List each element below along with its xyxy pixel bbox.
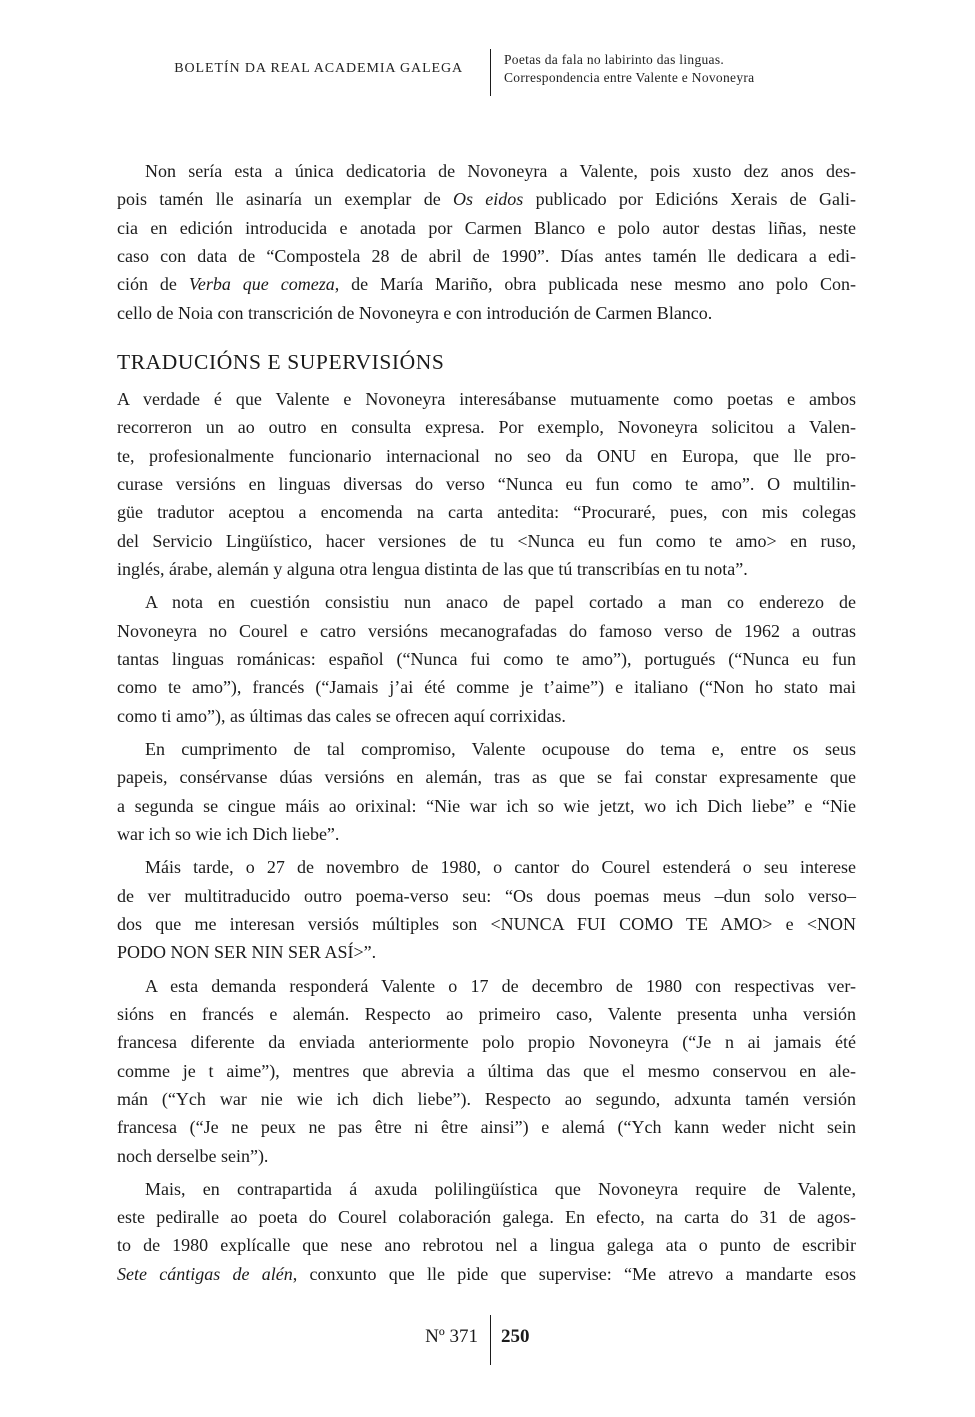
paragraph (117, 1175, 856, 1288)
text-segment: cia en edición introducida e anotada por Carmen Blanco e polo autor destas liñas, neste (117, 217, 856, 238)
text-line (117, 1142, 856, 1170)
paragraph (117, 853, 856, 966)
text-segment: publicado por Edicións Xerais de Gali- (523, 189, 857, 210)
text-segment: como ti amo”), as últimas das cales se ofrecen aquí corrixidas. (117, 705, 566, 726)
text-line (117, 1000, 856, 1028)
text-segment: como te amo”), francés (“Jamais j’ai été comme je t’aime”) e italiano (“Non ho stato mai (117, 677, 856, 698)
article-title-line2: Correspondencia entre Valente e Novoneyra (504, 69, 755, 85)
text-segment: A nota en cuestión consistiu nun anaco de papel cortado a man co enderezo de (145, 592, 856, 613)
text-segment: güe tradutor aceptou a encomenda na carta antedita: “Procuraré, pues, con mis colegas (117, 502, 856, 523)
text-line (117, 470, 856, 498)
text-line (117, 588, 856, 616)
text-line (117, 157, 856, 185)
text-line (117, 792, 856, 820)
section-paragraphs (117, 385, 856, 1288)
text-segment: cello de Noia con transcrición de Novoneyra e con introdución de Carmen Blanco. (117, 302, 713, 323)
text-segment: recorreron un ao outro en consulta expresa. Por exemplo, Novoneyra solicitou a Valen- (117, 417, 856, 438)
text-line (117, 972, 856, 1000)
text-segment: , de María Mariño, obra publicada nese mesmo ano polo Con- (334, 274, 856, 295)
text-segment: Novoneyra no Courel e catro versións mecanografadas do famoso verso de 1962 a outras (117, 620, 856, 641)
footer-divider (490, 1315, 491, 1365)
text-line (117, 498, 856, 526)
text-segment: francesa (“Je ne peux ne pas être ni être ainsi”) e alemá (“Ych kann weder nicht sein (117, 1117, 856, 1138)
text-segment: A verdade é que Valente e Novoneyra interesábanse mutuamente como poetas e ambos (117, 388, 856, 409)
header-divider (490, 49, 491, 96)
text-segment: comme je t aime”), mentres que abrevia a última das que el mesmo conservou en ale- (117, 1060, 856, 1081)
text-segment: Non sería esta a única dedicatoria de Novoneyra a Valente, pois xusto dez anos des- (145, 161, 856, 181)
text-line (117, 617, 856, 645)
page-number: 250 (501, 1326, 530, 1347)
text-line (117, 910, 856, 938)
text-segment: A esta demanda responderá Valente o 17 de decembro de 1980 con respectivas ver- (145, 975, 856, 996)
issue-number: Nº 371 (425, 1326, 478, 1347)
text-segment: francesa diferente da enviada anteriormente polo propio Novoneyra (“Je n ai jamais été (117, 1032, 856, 1053)
text-segment: te, profesionalmente funcionario internacional no seo da ONU en Europa, que lle pro- (117, 445, 856, 466)
text-segment: Verba que comeza (188, 274, 335, 295)
text-line (117, 413, 856, 441)
text-segment: Sete cántigas de alén (117, 1263, 293, 1284)
text-segment: caso con data de “Compostela 28 de abril de 1990”. Días antes tamén lle dedicara a edi- (117, 245, 856, 266)
section-heading: TRADUCIÓNS E SUPERVISIÓNS (117, 349, 445, 374)
text-line (117, 853, 856, 881)
paragraph (117, 157, 856, 327)
text-line (117, 214, 856, 242)
text-line (117, 1203, 856, 1231)
text-line (117, 185, 856, 213)
text-line (117, 735, 856, 763)
text-line (117, 938, 856, 966)
text-segment: pois tamén lle asinaría un exemplar de (117, 189, 453, 210)
text-segment: de ver multitraducido outro poema-verso seu: “Os dous poemas meus –dun solo verso– (117, 885, 856, 906)
text-line (117, 1113, 856, 1141)
text-segment: Mais, en contrapartida á axuda polilingüística que Novoneyra require de Valente, (145, 1178, 856, 1199)
paragraph (117, 735, 856, 848)
text-segment: mán (“Ych war nie wie ich dich liebe”). Respecto ao segundo, adxunta tamén versión (117, 1088, 856, 1109)
article-title-line1: Poetas da fala no labirinto das linguas. (504, 52, 725, 67)
text-line (117, 242, 856, 270)
text-segment: del Servicio Lingüístico, hacer versiones de tu <Nunca eu fun como te amo> en ruso, (117, 530, 856, 551)
text-segment: noch derselbe sein”). (117, 1145, 269, 1166)
text-line (117, 820, 856, 848)
journal-title: BOLETÍN DA REAL ACADEMIA GALEGA (174, 61, 463, 76)
text-line (117, 1028, 856, 1056)
text-segment: to de 1980 explícalle que nese ano rebrotou nel a lingua galega ata o punto de escribir (117, 1235, 856, 1256)
text-line (117, 763, 856, 791)
text-line (117, 1085, 856, 1113)
text-line (117, 442, 856, 470)
text-segment: curase versións en linguas diversas do verso “Nunca eu fun como te amo”. O multilin- (117, 473, 856, 494)
text-line (117, 527, 856, 555)
text-line (117, 270, 856, 298)
text-segment: inglés, árabe, alemán y alguna otra lengua distinta de las que tú transcribías en tu nota”. (117, 558, 748, 579)
text-segment: sións en francés e alemán. Respecto ao primeiro caso, Valente presenta unha versión (117, 1003, 856, 1024)
text-segment: Máis tarde, o 27 de novembro de 1980, o cantor do Courel estenderá o seu interese (145, 857, 856, 878)
text-segment: Os eidos (453, 189, 524, 210)
text-line (117, 1057, 856, 1085)
text-line (117, 1260, 856, 1288)
text-segment: a segunda se cingue máis ao orixinal: “Nie war ich so wie jetzt, wo ich Dich liebe” e “Nie (117, 795, 856, 816)
text-segment: ción de (117, 274, 189, 295)
text-line (117, 702, 856, 730)
article-body (117, 157, 856, 1288)
text-line (117, 385, 856, 413)
text-line (117, 1175, 856, 1203)
intro-paragraphs (117, 157, 856, 327)
text-line (117, 1231, 856, 1259)
paragraph (117, 588, 856, 730)
article-title (504, 51, 754, 86)
text-line (117, 555, 856, 583)
paragraph (117, 972, 856, 1170)
text-line (117, 299, 856, 327)
text-segment: tantas linguas románicas: español (“Nunca fui como te amo”), portugués (“Nunca eu fun (117, 648, 856, 669)
text-segment: papeis, consérvanse dúas versións en alemán, tras as que se fai constar expresamente que (117, 767, 856, 788)
text-segment: , conxunto que lle pide que supervise: “Me atrevo a mandarte esos (292, 1263, 856, 1284)
text-segment: este pediralle ao poeta do Courel colaboración galega. En efecto, na carta do 31 de agos- (117, 1207, 856, 1228)
paragraph (117, 385, 856, 583)
text-line (117, 673, 856, 701)
text-segment: En cumprimento de tal compromiso, Valente ocupouse do tema e, entre os seus (145, 738, 856, 759)
text-segment: dos que me interesan versiós múltiples son <NUNCA FUI COMO TE AMO> e <NON (117, 913, 856, 934)
text-segment: war ich so wie ich Dich liebe”. (117, 823, 340, 844)
text-line (117, 645, 856, 673)
text-segment: PODO NON SER NIN SER ASÍ>”. (117, 942, 377, 963)
text-line (117, 882, 856, 910)
